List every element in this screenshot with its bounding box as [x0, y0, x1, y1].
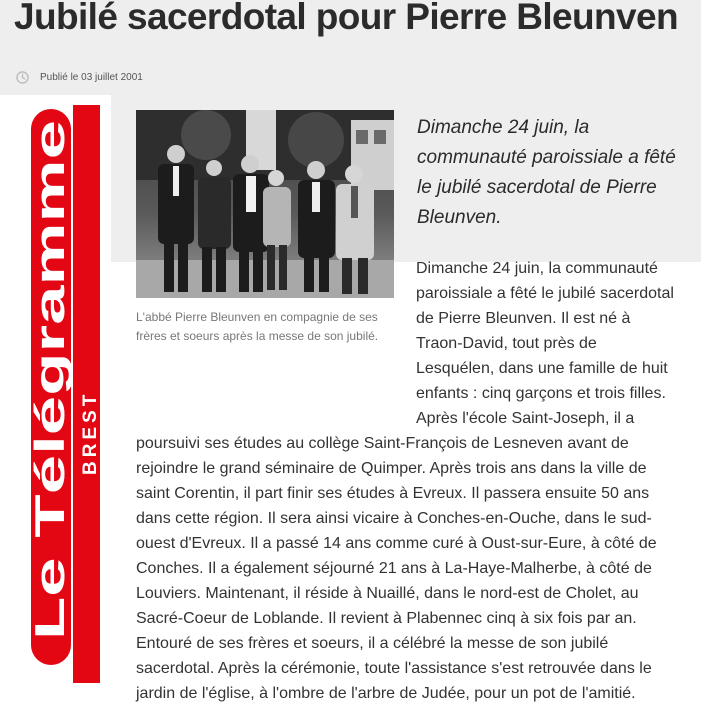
article-title: Jubilé sacerdotal pour Pierre Bleunven [14, 0, 678, 37]
photo-caption: L'abbé Pierre Bleunven en compagnie de ses frères et soeurs après la messe de son jubilé. [136, 310, 379, 343]
publication-date: Publié le 03 juillet 2001 [40, 72, 143, 83]
publication-meta [16, 71, 143, 84]
article-body-text: Dimanche 24 juin, la communauté paroissiale a fêté le jubilé sacerdotal de Pierre Bleunven. Il est né à Traon-David, tout près de Lesquélen, dans une famille de huit enfants : cinq garçons et trois filles. Après l'école Saint-Joseph, il a poursuivi ses études au collège Saint-François de Lesneven avant de rejoindre le grand séminaire de Quimper. Après trois ans dans la ville de saint Corentin, il part finir ses études à Evreux. Il passera ensuite 50 ans dans cette région. Il sera ainsi vicaire à Conches-en-Ouche, dans le sud-ouest d'Evreux. Il a passé 14 ans comme curé à Oust-sur-Eure, à côté de Conches. Il a également séjourné 21 ans à La-Haye-Malherbe, à côté de Louviers. Maintenant, il réside à Nuaillé, dans le nord-est de Cholet, au Sacré-Coeur de Loblande. Il revient à Plabennec cinq à six fois par an. Entouré de ses frères et soeurs, il a célébré la messe de son jubilé sacerdotal. Après la cérémonie, toute l'assistance s'est retrouvée dans le jardin de l'église, à l'ombre de l'arbre de Judée, pour un pot de l'amitié. [136, 260, 674, 702]
article-body [136, 256, 676, 706]
newspaper-logo [0, 95, 111, 683]
logo-wordmark: Le Télégramme [26, 331, 73, 640]
logo-edition: BREST [80, 390, 101, 475]
photo-wrap-spacer [136, 256, 416, 408]
article-lead: Dimanche 24 juin, la communauté paroissiale a fêté le jubilé sacerdotal de Pierre Bleunven. [417, 117, 676, 228]
clock-icon [16, 71, 29, 84]
